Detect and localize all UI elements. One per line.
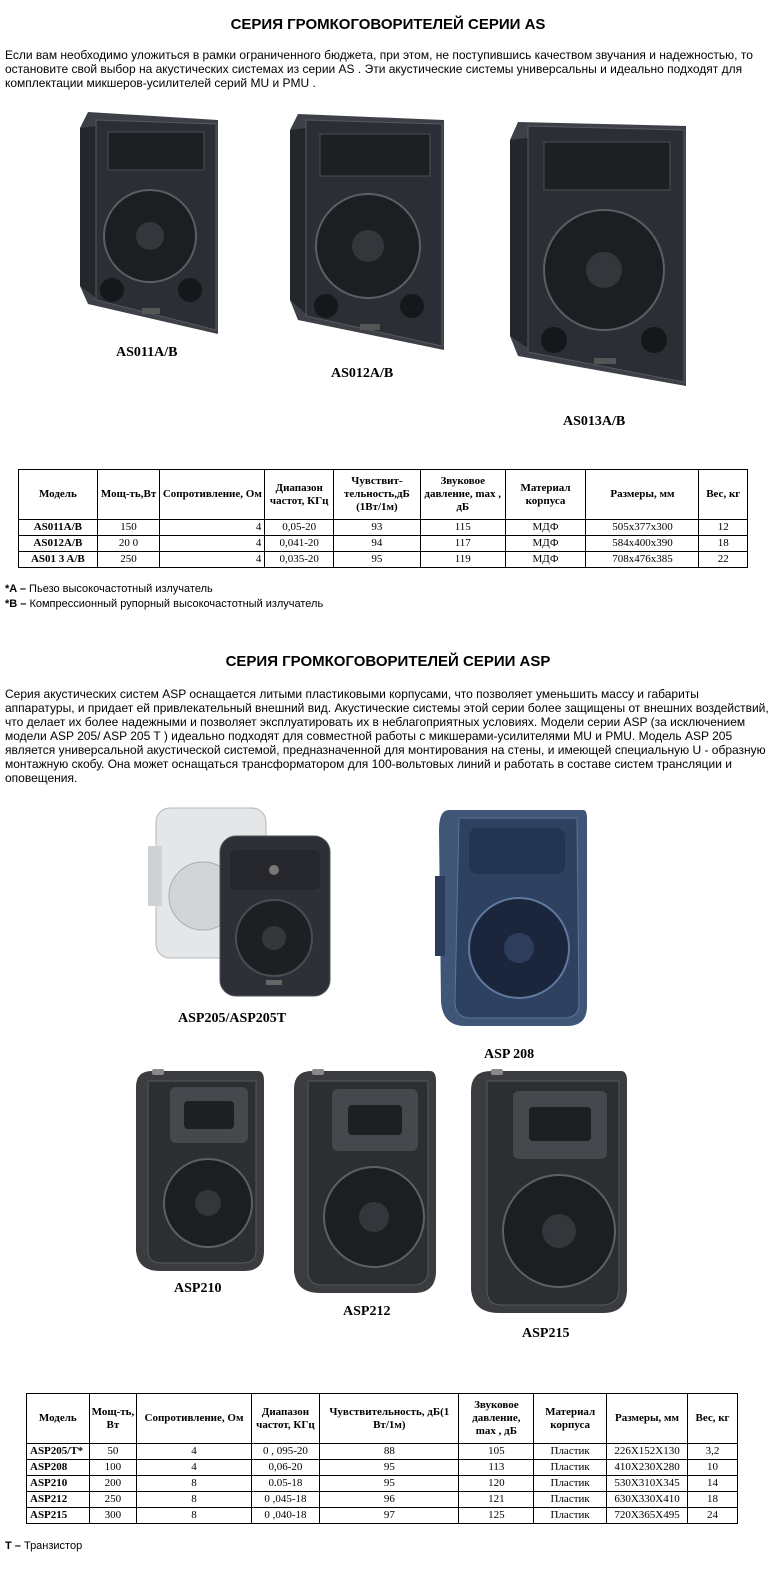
asp-footnote-t [5, 1540, 82, 1552]
table-cell: 8 [137, 1476, 251, 1492]
col-header: Размеры, мм [607, 1394, 688, 1444]
table-cell: 94 [334, 536, 421, 552]
as011-speaker-image [78, 108, 223, 338]
col-header: Чувствит-тельность,дБ (1Вт/1м) [334, 470, 421, 520]
as-intro-paragraph: Если вам необходимо уложиться в рамки ограниченного бюджета, при этом, не поступившись качеством звучания и надежностью, то остановите свой выбор на акустических системах из серии AS . Эти акустические системы универсальны и идеально подходят для комплектации микшеров-усилителей серий MU и PMU . [5, 48, 753, 90]
table-cell: 0,05-20 [265, 520, 334, 536]
col-header: Диапазон частот, КГц [251, 1394, 320, 1444]
table-cell: 530X310X345 [607, 1476, 688, 1492]
col-header: Материал корпуса [505, 470, 586, 520]
table-cell: 0 ,040-18 [251, 1508, 320, 1524]
table-cell: 8 [137, 1492, 251, 1508]
table-cell: ASP212 [27, 1492, 90, 1508]
table-cell: 505x377x300 [586, 520, 699, 536]
table-cell: 4 [160, 520, 265, 536]
table-cell: ASP205/T* [27, 1444, 90, 1460]
col-header: Вес, кг [688, 1394, 738, 1444]
as012-caption: AS012A/B [331, 366, 394, 381]
table-cell: МДФ [505, 520, 586, 536]
as-spec-table [18, 469, 748, 568]
table-cell: Пластик [534, 1508, 607, 1524]
col-header: Размеры, мм [586, 470, 699, 520]
table-cell: 115 [420, 520, 505, 536]
table-cell: 121 [459, 1492, 534, 1508]
table-cell: 95 [320, 1460, 459, 1476]
table-cell: 10 [688, 1460, 738, 1476]
table-cell: 117 [420, 536, 505, 552]
table-cell: 0 ,045-18 [251, 1492, 320, 1508]
table-cell: 4 [160, 552, 265, 568]
col-header: Мощ-ть, Вт [89, 1394, 137, 1444]
table-cell: Пластик [534, 1460, 607, 1476]
table-row [27, 1444, 738, 1460]
asp215-speaker-image [467, 1067, 629, 1319]
table-cell: 97 [320, 1508, 459, 1524]
table-cell: 3,2 [688, 1444, 738, 1460]
table-cell: 226X152X130 [607, 1444, 688, 1460]
asp205-speaker-image [148, 806, 338, 1006]
table-cell: 0.05-18 [251, 1476, 320, 1492]
table-cell: 95 [334, 552, 421, 568]
footnote-mark: T – [5, 1540, 21, 1552]
as011-caption: AS011A/B [116, 345, 178, 360]
table-cell: 93 [334, 520, 421, 536]
asp-intro-paragraph: Серия акустических систем ASP оснащается литыми пластиковыми корпусами, что позволяет уменьшить массу и габариты аппаратуры, и придает ей привлекательный внешний вид. Акустические системы этой серии более защищены от внешних воздействий, что делает их более надежными и позволяет эксплуатировать их в неблагоприятных условиях. Модели серии ASP (за исключением модели ASP 205/ ASP 205 T ) идеально подходят для совместной работы с микшерами-усилителями MU и PMU. Модель ASP 205 является универсальной акустической системой, предназначенной для монтирования на стены, и имеющей специальную U - образную монтажную скобу. Она может оснащаться трансформатором для 100-вольтовых линий и работать в составе систем трансляции и оповещения. [5, 687, 769, 785]
table-cell: 14 [688, 1476, 738, 1492]
table-cell: 720X365X495 [607, 1508, 688, 1524]
table-cell: Пластик [534, 1492, 607, 1508]
table-row [27, 1476, 738, 1492]
table-cell: 20 0 [97, 536, 160, 552]
footnote-text: Компрессионный рупорный высокочастотный излучатель [26, 598, 324, 610]
table-cell: 24 [688, 1508, 738, 1524]
table-cell: AS011A/B [19, 520, 98, 536]
asp-spec-table [26, 1393, 738, 1524]
col-header: Материал корпуса [534, 1394, 607, 1444]
footnote-text: Транзистор [20, 1540, 83, 1552]
as-footnote-a [5, 583, 213, 595]
table-row [27, 1508, 738, 1524]
table-cell: 95 [320, 1476, 459, 1492]
asp208-caption: ASP 208 [484, 1047, 535, 1062]
asp208-speaker-image [435, 806, 590, 1031]
table-cell: 96 [320, 1492, 459, 1508]
as-section-title: СЕРИЯ ГРОМКОГОВОРИТЕЛЕЙ СЕРИИ AS [230, 16, 546, 33]
table-cell: AS012A/B [19, 536, 98, 552]
table-cell: 0,035-20 [265, 552, 334, 568]
table-cell: 113 [459, 1460, 534, 1476]
table-row [27, 1492, 738, 1508]
table-cell: 584x400x390 [586, 536, 699, 552]
table-cell: 200 [89, 1476, 137, 1492]
table-cell: 120 [459, 1476, 534, 1492]
table-cell: 18 [699, 536, 748, 552]
table-cell: 4 [137, 1460, 251, 1476]
table-cell: 4 [160, 536, 265, 552]
table-cell: 105 [459, 1444, 534, 1460]
as-table-header-row [19, 470, 748, 520]
table-cell: ASP208 [27, 1460, 90, 1476]
table-cell: 8 [137, 1508, 251, 1524]
as013-caption: AS013A/B [563, 414, 626, 429]
table-row [19, 536, 748, 552]
table-cell: 100 [89, 1460, 137, 1476]
col-header: Мощ-ть,Вт [97, 470, 160, 520]
asp-table-header-row [27, 1394, 738, 1444]
as013-speaker-image [508, 118, 690, 390]
table-cell: 88 [320, 1444, 459, 1460]
table-cell: 125 [459, 1508, 534, 1524]
table-cell: 410X230X280 [607, 1460, 688, 1476]
as012-speaker-image [288, 110, 448, 355]
col-header: Модель [27, 1394, 90, 1444]
asp210-speaker-image [132, 1067, 266, 1277]
asp215-caption: ASP215 [522, 1326, 570, 1341]
col-header: Модель [19, 470, 98, 520]
table-cell: 150 [97, 520, 160, 536]
table-cell: МДФ [505, 552, 586, 568]
col-header: Сопротивление, Ом [160, 470, 265, 520]
table-cell: 250 [97, 552, 160, 568]
table-cell: Пластик [534, 1444, 607, 1460]
table-cell: 50 [89, 1444, 137, 1460]
col-header: Чувствительность, дБ(1 Вт/1м) [320, 1394, 459, 1444]
asp210-caption: ASP210 [174, 1281, 222, 1296]
table-cell: 0,06-20 [251, 1460, 320, 1476]
table-cell: AS01 3 A/B [19, 552, 98, 568]
table-cell: 250 [89, 1492, 137, 1508]
table-cell: ASP210 [27, 1476, 90, 1492]
col-header: Вес, кг [699, 470, 748, 520]
col-header: Сопротивление, Ом [137, 1394, 251, 1444]
asp212-caption: ASP212 [343, 1304, 391, 1319]
col-header: Диапазон частот, КГц [265, 470, 334, 520]
table-cell: МДФ [505, 536, 586, 552]
table-cell: 22 [699, 552, 748, 568]
table-row [27, 1460, 738, 1476]
footnote-mark: *A – [5, 583, 26, 595]
table-cell: 4 [137, 1444, 251, 1460]
table-cell: 630X330X410 [607, 1492, 688, 1508]
table-cell: 119 [420, 552, 505, 568]
table-cell: 708x476x385 [586, 552, 699, 568]
table-cell: Пластик [534, 1476, 607, 1492]
table-cell: 300 [89, 1508, 137, 1524]
table-cell: 0,041-20 [265, 536, 334, 552]
asp-section-title: СЕРИЯ ГРОМКОГОВОРИТЕЛЕЙ СЕРИИ ASP [225, 653, 551, 670]
footnote-mark: *B – [5, 598, 27, 610]
col-header: Звуковое давление, max , дБ [420, 470, 505, 520]
table-row [19, 552, 748, 568]
as-footnote-b [5, 598, 323, 610]
asp212-speaker-image [290, 1067, 438, 1299]
asp205-caption: ASP205/ASP205T [178, 1011, 287, 1026]
table-cell: 18 [688, 1492, 738, 1508]
table-cell: 0 , 095-20 [251, 1444, 320, 1460]
table-row [19, 520, 748, 536]
table-cell: ASP215 [27, 1508, 90, 1524]
col-header: Звуковое давление, max , дБ [459, 1394, 534, 1444]
footnote-text: Пьезо высокочастотный излучатель [26, 583, 213, 595]
table-cell: 12 [699, 520, 748, 536]
